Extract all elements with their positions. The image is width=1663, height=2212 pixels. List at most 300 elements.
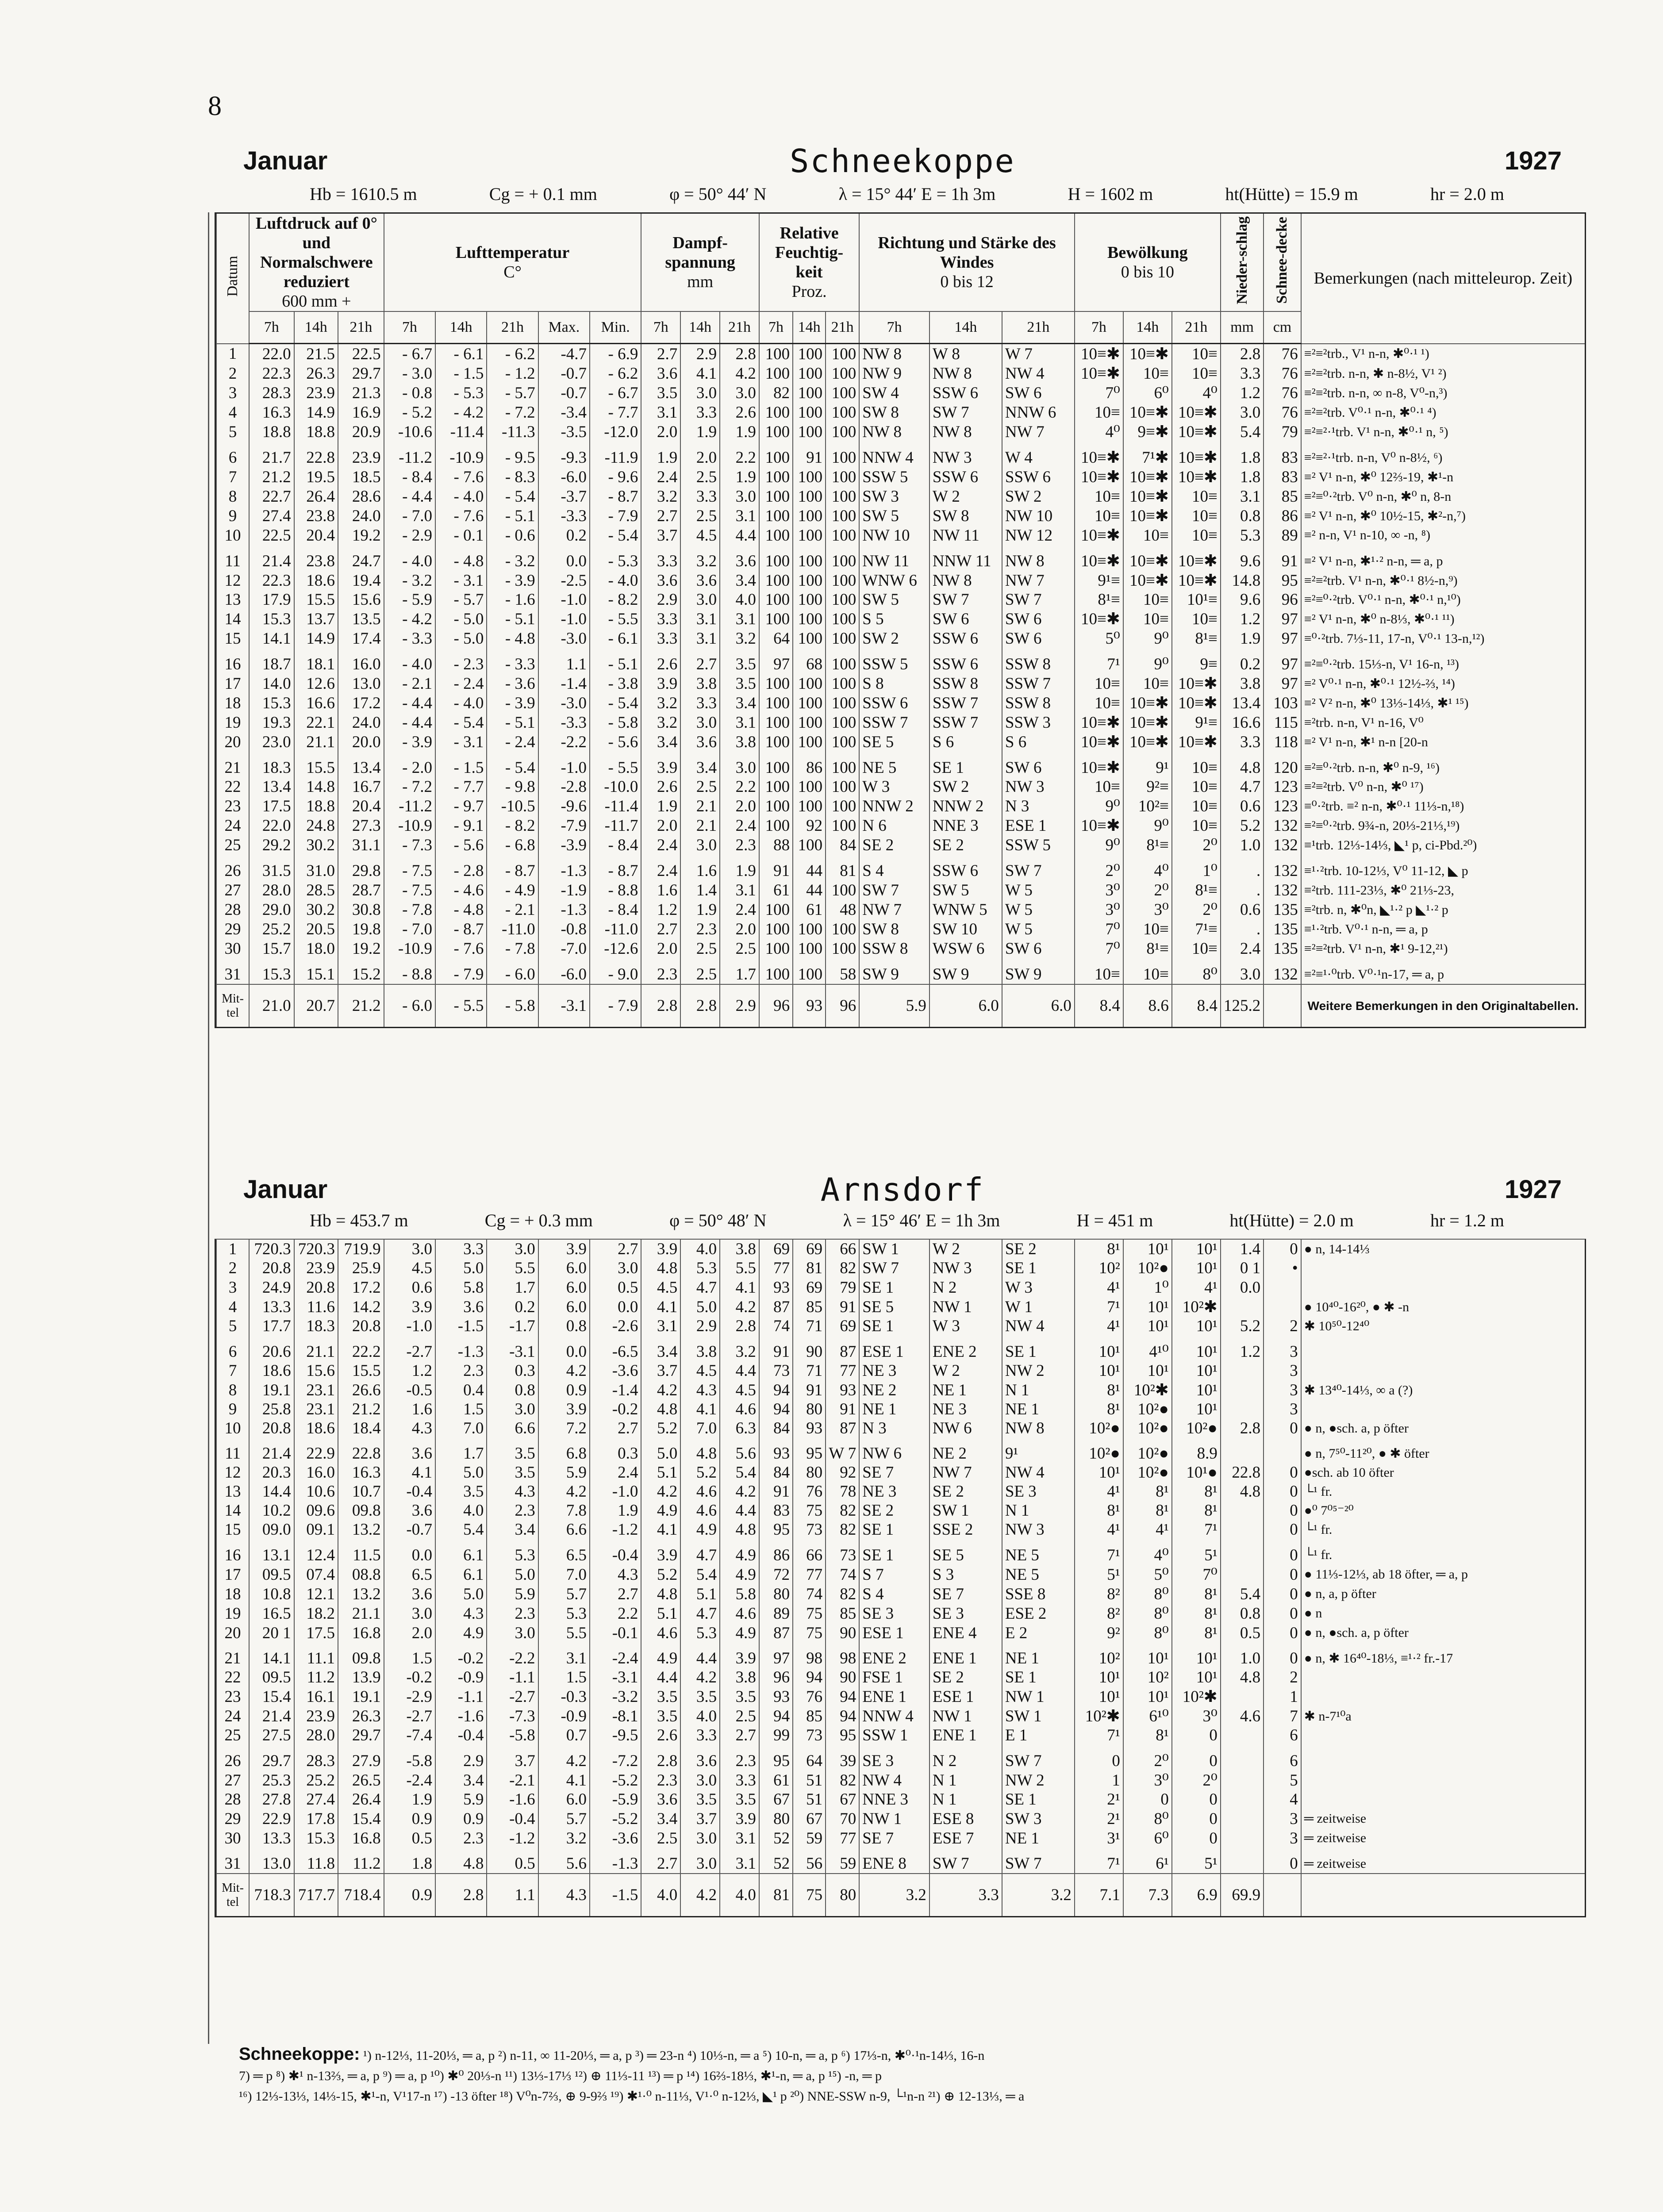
value-cell: 21.7 xyxy=(249,448,294,467)
value-cell: 4.5 xyxy=(720,1380,759,1400)
value-cell: 10≡✱ xyxy=(1172,403,1221,422)
value-cell: 10¹ xyxy=(1172,1649,1221,1668)
value-cell: 9≡ xyxy=(1172,654,1221,674)
mean-row xyxy=(216,984,1585,1027)
value-cell: 100 xyxy=(793,835,826,855)
footnotes-label: Schneekoppe: xyxy=(239,2044,360,2064)
value-cell: 2.6 xyxy=(641,1726,680,1745)
value-cell: 8⁰ xyxy=(1172,964,1221,984)
value-cell: 27.8 xyxy=(249,1790,294,1809)
value-cell: 3.6 xyxy=(384,1444,435,1463)
value-cell: 100 xyxy=(793,609,826,629)
value-cell: 2.5 xyxy=(720,939,759,958)
value-cell: 3.1 xyxy=(680,609,720,629)
value-cell: NNW 4 xyxy=(859,448,929,467)
value-cell: 51 xyxy=(793,1770,826,1790)
value-cell: 10≡✱ xyxy=(1123,487,1172,506)
value-cell: 0 xyxy=(1264,1463,1301,1482)
value-cell: 58 xyxy=(826,964,859,984)
value-cell: -11.0 xyxy=(487,919,538,939)
day-cell: 19 xyxy=(216,1604,249,1623)
value-cell: 3.5 xyxy=(487,1463,538,1482)
value-cell: 100 xyxy=(793,506,826,526)
value-cell: 18.0 xyxy=(294,939,338,958)
table-row xyxy=(216,1649,1585,1668)
value-cell: 3.7 xyxy=(680,1809,720,1828)
value-cell: NW 6 xyxy=(859,1444,929,1463)
value-cell: 10≡ xyxy=(1123,526,1172,545)
value-cell: 97 xyxy=(1264,654,1301,674)
value-cell: 0 xyxy=(1264,1584,1301,1604)
value-cell: 3.4 xyxy=(435,1770,487,1790)
value-cell: 83 xyxy=(1264,467,1301,487)
day-cell: 26 xyxy=(216,1751,249,1770)
table-row xyxy=(216,1361,1585,1380)
value-cell: 94 xyxy=(759,1380,793,1400)
value-cell: 5.4 xyxy=(1221,1584,1264,1604)
value-cell: -3.0 xyxy=(538,693,590,713)
value-cell: -7.3 xyxy=(487,1706,538,1726)
value-cell: -2.9 xyxy=(384,1687,435,1706)
mean-value: 4.3 xyxy=(538,1874,590,1916)
value-cell: 69 xyxy=(793,1278,826,1297)
value-cell xyxy=(1264,1297,1301,1317)
value-cell: 3.6 xyxy=(641,364,680,383)
value-cell: 9⁰ xyxy=(1123,816,1172,835)
value-cell: SW 6 xyxy=(929,609,1002,629)
value-cell: 1⁰ xyxy=(1123,1278,1172,1297)
value-cell: 39 xyxy=(826,1751,859,1770)
value-cell: 3.1 xyxy=(1221,487,1264,506)
value-cell: NW 11 xyxy=(859,551,929,571)
value-cell: 20.3 xyxy=(249,1463,294,1482)
value-cell: 10¹ xyxy=(1123,1687,1172,1706)
value-cell: SW 2 xyxy=(929,777,1002,796)
value-cell: 21.3 xyxy=(338,383,384,403)
value-cell: 4.0 xyxy=(680,1240,720,1259)
value-cell: SW 7 xyxy=(929,590,1002,609)
value-cell: 7.0 xyxy=(538,1565,590,1584)
value-cell xyxy=(1221,1726,1264,1745)
value-cell: 10≡ xyxy=(1123,674,1172,693)
value-cell xyxy=(1221,1751,1264,1770)
value-cell: 3.2 xyxy=(720,629,759,648)
table-row xyxy=(216,1668,1585,1687)
value-cell: 3.9 xyxy=(641,1240,680,1259)
value-cell: 0.0 xyxy=(590,1297,641,1317)
value-cell: 1.9 xyxy=(720,861,759,880)
table-row xyxy=(216,654,1585,674)
value-cell: -2.7 xyxy=(384,1706,435,1726)
value-cell: 100 xyxy=(793,383,826,403)
value-cell: -2.1 xyxy=(487,1770,538,1790)
value-cell: NW 10 xyxy=(859,526,929,545)
value-cell: - 2.9 xyxy=(384,526,435,545)
value-cell: 82 xyxy=(826,1520,859,1539)
mean-value: 4.2 xyxy=(680,1874,720,1916)
value-cell: 10² xyxy=(1075,1259,1123,1278)
value-cell: 100 xyxy=(826,364,859,383)
value-cell: 3.8 xyxy=(680,1342,720,1361)
value-cell: 69 xyxy=(759,1240,793,1259)
value-cell: 2.8 xyxy=(720,344,759,364)
value-cell: W 5 xyxy=(1002,880,1075,900)
header-datum: Datum xyxy=(216,214,249,344)
value-cell: -5.8 xyxy=(384,1751,435,1770)
value-cell: 100 xyxy=(826,609,859,629)
remark-cell: ═ zeitweise xyxy=(1301,1828,1585,1848)
value-cell: 28.7 xyxy=(338,880,384,900)
value-cell: -7.4 xyxy=(384,1726,435,1745)
value-cell: - 4.0 xyxy=(435,693,487,713)
value-cell: 10≡ xyxy=(1075,487,1123,506)
value-cell: 719.9 xyxy=(338,1240,384,1259)
value-cell: 27.4 xyxy=(249,506,294,526)
value-cell: 10≡ xyxy=(1172,816,1221,835)
value-cell: 2.0 xyxy=(641,939,680,958)
value-cell: SE 1 xyxy=(929,758,1002,777)
value-cell: 84 xyxy=(826,835,859,855)
value-cell: -11.9 xyxy=(590,448,641,467)
value-cell: -0.2 xyxy=(590,1400,641,1419)
table-row xyxy=(216,758,1585,777)
remark-cell: ● 10⁴⁰-16²⁰, ● ✱ -n xyxy=(1301,1297,1585,1317)
day-cell: 25 xyxy=(216,1726,249,1745)
value-cell: 13.3 xyxy=(249,1828,294,1848)
value-cell: 95 xyxy=(793,1444,826,1463)
value-cell: 2.7 xyxy=(641,919,680,939)
value-cell: 3.3 xyxy=(720,1770,759,1790)
value-cell: NW 7 xyxy=(859,900,929,919)
value-cell: 5.5 xyxy=(487,1259,538,1278)
day-cell: 26 xyxy=(216,861,249,880)
value-cell: 2⁰ xyxy=(1172,900,1221,919)
value-cell: 15.3 xyxy=(294,1828,338,1848)
value-cell: - 7.5 xyxy=(384,861,435,880)
value-cell: - 5.1 xyxy=(487,713,538,732)
value-cell: - 5.2 xyxy=(384,403,435,422)
value-cell: ESE 1 xyxy=(1002,816,1075,835)
value-cell: -1.0 xyxy=(384,1317,435,1336)
value-cell: 5.9 xyxy=(435,1790,487,1809)
value-cell: 3.2 xyxy=(680,551,720,571)
value-cell: 93 xyxy=(759,1278,793,1297)
value-cell: 4.8 xyxy=(1221,1668,1264,1687)
value-cell: 5.3 xyxy=(680,1259,720,1278)
value-cell: 8¹ xyxy=(1075,1501,1123,1520)
value-cell: 90 xyxy=(793,1342,826,1361)
value-cell: 56 xyxy=(793,1854,826,1874)
value-cell: -5.9 xyxy=(590,1790,641,1809)
value-cell: 10²● xyxy=(1172,1419,1221,1438)
value-cell: 100 xyxy=(826,919,859,939)
table-row xyxy=(216,364,1585,383)
value-cell: 10²✱ xyxy=(1123,1380,1172,1400)
value-cell: 27.9 xyxy=(338,1751,384,1770)
value-cell: 2.1 xyxy=(680,816,720,835)
value-cell: NW 7 xyxy=(1002,422,1075,442)
value-cell: 23.1 xyxy=(294,1380,338,1400)
table-row xyxy=(216,590,1585,609)
value-cell: - 0.6 xyxy=(487,526,538,545)
value-cell: 18.8 xyxy=(294,796,338,816)
value-cell: 7⁰ xyxy=(1172,1565,1221,1584)
value-cell: 6⁰ xyxy=(1123,1828,1172,1848)
value-cell: -1.0 xyxy=(538,758,590,777)
value-cell: 3.1 xyxy=(720,506,759,526)
value-cell: 100 xyxy=(759,900,793,919)
value-cell: 5.4 xyxy=(680,1565,720,1584)
value-cell: 100 xyxy=(826,467,859,487)
mean-value: 4.0 xyxy=(720,1874,759,1916)
value-cell: 94 xyxy=(826,1687,859,1706)
value-cell: 0 xyxy=(1172,1790,1221,1809)
value-cell: 80 xyxy=(759,1584,793,1604)
value-cell: 96 xyxy=(1264,590,1301,609)
value-cell: 7¹ xyxy=(1075,1545,1123,1565)
value-cell: SE 7 xyxy=(859,1828,929,1848)
value-cell: 3.3 xyxy=(680,403,720,422)
value-cell: 19.1 xyxy=(249,1380,294,1400)
value-cell: 3.4 xyxy=(720,693,759,713)
value-cell: 720.3 xyxy=(249,1240,294,1259)
value-cell: 5¹ xyxy=(1075,1565,1123,1584)
value-cell: 10²● xyxy=(1123,1400,1172,1419)
value-cell: W 5 xyxy=(1002,919,1075,939)
table-row xyxy=(216,1278,1585,1297)
value-cell: - 4.0 xyxy=(384,551,435,571)
value-cell: 2.6 xyxy=(641,654,680,674)
value-cell: 100 xyxy=(826,939,859,958)
value-cell: 52 xyxy=(759,1828,793,1848)
value-cell: 10≡✱ xyxy=(1123,732,1172,752)
value-cell: 100 xyxy=(759,590,793,609)
value-cell: 100 xyxy=(759,693,793,713)
value-cell: 23.9 xyxy=(294,1259,338,1278)
footnotes xyxy=(239,2044,1584,2107)
hdr-min: Min. xyxy=(590,311,641,344)
value-cell: -3.3 xyxy=(538,713,590,732)
remark-cell: ≡²≡²·¹trb. V¹ n-n, ✱⁰·¹ n, ⁵) xyxy=(1301,422,1585,442)
mean-value: 21.2 xyxy=(338,984,384,1027)
value-cell: 100 xyxy=(759,403,793,422)
value-cell: 7⁰ xyxy=(1075,919,1123,939)
day-cell: 3 xyxy=(216,1278,249,1297)
mean-value: 8.4 xyxy=(1172,984,1221,1027)
value-cell: 8¹ xyxy=(1172,1584,1221,1604)
value-cell: 25.2 xyxy=(294,1770,338,1790)
value-cell: 19.4 xyxy=(338,571,384,590)
value-cell: 1.9 xyxy=(1221,629,1264,648)
value-cell: 0 xyxy=(1264,1419,1301,1438)
const-phi: φ = 50° 44′ N xyxy=(669,184,767,204)
value-cell: NNW 6 xyxy=(1002,403,1075,422)
remark-cell xyxy=(1301,1790,1585,1809)
value-cell: - 4.0 xyxy=(590,571,641,590)
value-cell: 14.4 xyxy=(249,1482,294,1501)
value-cell: 97 xyxy=(759,1649,793,1668)
value-cell: 80 xyxy=(793,1400,826,1419)
value-cell: 3.0 xyxy=(680,835,720,855)
hdr-schnee-unit: cm xyxy=(1264,311,1301,344)
value-cell: 10≡ xyxy=(1123,964,1172,984)
value-cell: 3.1 xyxy=(720,1828,759,1848)
mean-value: 6.9 xyxy=(1172,1874,1221,1916)
value-cell: 1.7 xyxy=(487,1278,538,1297)
table-row xyxy=(216,526,1585,545)
value-cell: NW 6 xyxy=(929,1419,1002,1438)
mean-value: 717.7 xyxy=(294,1874,338,1916)
value-cell: SW 1 xyxy=(1002,1706,1075,1726)
value-cell: - 8.2 xyxy=(487,816,538,835)
value-cell: SW 6 xyxy=(1002,758,1075,777)
value-cell: - 3.3 xyxy=(384,629,435,648)
value-cell: - 4.4 xyxy=(384,713,435,732)
value-cell: - 3.2 xyxy=(487,551,538,571)
const-cg: Cg = + 0.1 mm xyxy=(489,184,597,204)
value-cell: 0 1 xyxy=(1221,1259,1264,1278)
value-cell: 100 xyxy=(793,487,826,506)
value-cell: SW 7 xyxy=(859,1259,929,1278)
day-cell: 29 xyxy=(216,1809,249,1828)
value-cell: 09.8 xyxy=(338,1501,384,1520)
value-cell: 22.0 xyxy=(249,816,294,835)
value-cell: 10.2 xyxy=(249,1501,294,1520)
day-cell: 28 xyxy=(216,1790,249,1809)
value-cell: 2.9 xyxy=(641,590,680,609)
value-cell: 16.6 xyxy=(294,693,338,713)
value-cell: 93 xyxy=(759,1687,793,1706)
value-cell: -10.0 xyxy=(590,777,641,796)
value-cell: NW 1 xyxy=(929,1297,1002,1317)
value-cell: 14.9 xyxy=(294,403,338,422)
value-cell: 86 xyxy=(793,758,826,777)
value-cell xyxy=(1221,1444,1264,1463)
value-cell: 3.1 xyxy=(720,880,759,900)
mean-value: 96 xyxy=(826,984,859,1027)
value-cell: 3.0 xyxy=(680,590,720,609)
value-cell: 1.1 xyxy=(538,654,590,674)
value-cell: 27.3 xyxy=(338,816,384,835)
remark-cell: ≡²≡²trb. n-n, ✱ n-8½, V¹ ²) xyxy=(1301,364,1585,383)
section2-table xyxy=(216,1240,1585,1916)
value-cell: 8¹ xyxy=(1172,1501,1221,1520)
remark-cell: ≡⁰·²trb. ≡² n-n, ✱⁰·¹ 11⅓-n,¹⁸) xyxy=(1301,796,1585,816)
value-cell: NW 1 xyxy=(859,1809,929,1828)
value-cell: -0.7 xyxy=(384,1520,435,1539)
value-cell: 100 xyxy=(826,403,859,422)
value-cell: NNE 3 xyxy=(859,1790,929,1809)
value-cell: 19.2 xyxy=(338,939,384,958)
value-cell: ENE 1 xyxy=(929,1726,1002,1745)
day-cell: 28 xyxy=(216,900,249,919)
value-cell: -3.1 xyxy=(487,1342,538,1361)
value-cell: 9.6 xyxy=(1221,551,1264,571)
value-cell: SE 1 xyxy=(859,1545,929,1565)
value-cell: -11.7 xyxy=(590,816,641,835)
value-cell: 10² xyxy=(1123,1668,1172,1687)
value-cell: 8¹ xyxy=(1123,1501,1172,1520)
value-cell: 76 xyxy=(1264,344,1301,364)
day-cell: 16 xyxy=(216,654,249,674)
value-cell: 21.1 xyxy=(294,1342,338,1361)
value-cell: 14.8 xyxy=(1221,571,1264,590)
remark-cell: ● n, ✱ 16⁴⁰-18⅓, ≡¹·² fr.-17 xyxy=(1301,1649,1585,1668)
value-cell: - 4.4 xyxy=(384,693,435,713)
value-cell: - 3.3 xyxy=(487,654,538,674)
value-cell: 8² xyxy=(1075,1604,1123,1623)
value-cell: 20.4 xyxy=(294,526,338,545)
value-cell: SE 5 xyxy=(859,732,929,752)
value-cell: 1.7 xyxy=(435,1444,487,1463)
value-cell: - 5.3 xyxy=(590,551,641,571)
day-cell: 10 xyxy=(216,1419,249,1438)
remark-cell: ≡²≡²·¹trb. n-n, V⁰ n-8½, ⁶) xyxy=(1301,448,1585,467)
value-cell: 09.0 xyxy=(249,1520,294,1539)
mean-value: 93 xyxy=(793,984,826,1027)
value-cell: 25.8 xyxy=(249,1400,294,1419)
value-cell: 0 xyxy=(1264,1565,1301,1584)
value-cell: 0 xyxy=(1172,1809,1221,1828)
value-cell: 09.1 xyxy=(294,1520,338,1539)
value-cell: 0 xyxy=(1264,1240,1301,1259)
value-cell: 4¹ xyxy=(1075,1317,1123,1336)
remark-cell: ≡²trb. n-n, V¹ n-16, V⁰ xyxy=(1301,713,1585,732)
value-cell: - 2.4 xyxy=(435,674,487,693)
value-cell: 4.4 xyxy=(680,1649,720,1668)
value-cell: 10≡ xyxy=(1172,939,1221,958)
hdr-14h: 14h xyxy=(435,311,487,344)
value-cell: 2.1 xyxy=(680,796,720,816)
value-cell: 6 xyxy=(1264,1751,1301,1770)
value-cell: 21.1 xyxy=(338,1604,384,1623)
value-cell: SW 7 xyxy=(1002,590,1075,609)
value-cell: 21.4 xyxy=(249,1444,294,1463)
value-cell: SSW 7 xyxy=(1002,674,1075,693)
value-cell: W 7 xyxy=(1002,344,1075,364)
value-cell: - 6.2 xyxy=(487,344,538,364)
value-cell: 3¹ xyxy=(1075,1828,1123,1848)
mean-label: Mit-tel xyxy=(216,1874,249,1916)
value-cell: 79 xyxy=(1264,422,1301,442)
value-cell: 5 xyxy=(1264,1770,1301,1790)
value-cell: 22.2 xyxy=(338,1342,384,1361)
value-cell: SSW 6 xyxy=(929,467,1002,487)
value-cell: 3.5 xyxy=(720,674,759,693)
value-cell: 4¹⁰ xyxy=(1123,1342,1172,1361)
value-cell: 132 xyxy=(1264,835,1301,855)
value-cell: 2¹ xyxy=(1075,1809,1123,1828)
day-cell: 17 xyxy=(216,1565,249,1584)
value-cell: -9.3 xyxy=(538,448,590,467)
remark-cell: ●⁰ 7⁰⁵⁻²⁰ xyxy=(1301,1501,1585,1520)
value-cell: 3 xyxy=(1264,1361,1301,1380)
value-cell: - 7.5 xyxy=(384,880,435,900)
value-cell: 2.2 xyxy=(720,777,759,796)
value-cell: 7⁰ xyxy=(1075,383,1123,403)
value-cell: 18.3 xyxy=(249,758,294,777)
value-cell: 71 xyxy=(793,1361,826,1380)
value-cell: 0.8 xyxy=(1221,1604,1264,1623)
value-cell: 16.3 xyxy=(249,403,294,422)
const-hb: Hb = 1610.5 m xyxy=(310,184,417,204)
value-cell: 81 xyxy=(826,861,859,880)
value-cell: 0.3 xyxy=(590,1444,641,1463)
value-cell: 26.6 xyxy=(338,1380,384,1400)
value-cell: 0 xyxy=(1264,1501,1301,1520)
value-cell: 4.9 xyxy=(641,1649,680,1668)
row-spacer xyxy=(216,1643,1585,1649)
